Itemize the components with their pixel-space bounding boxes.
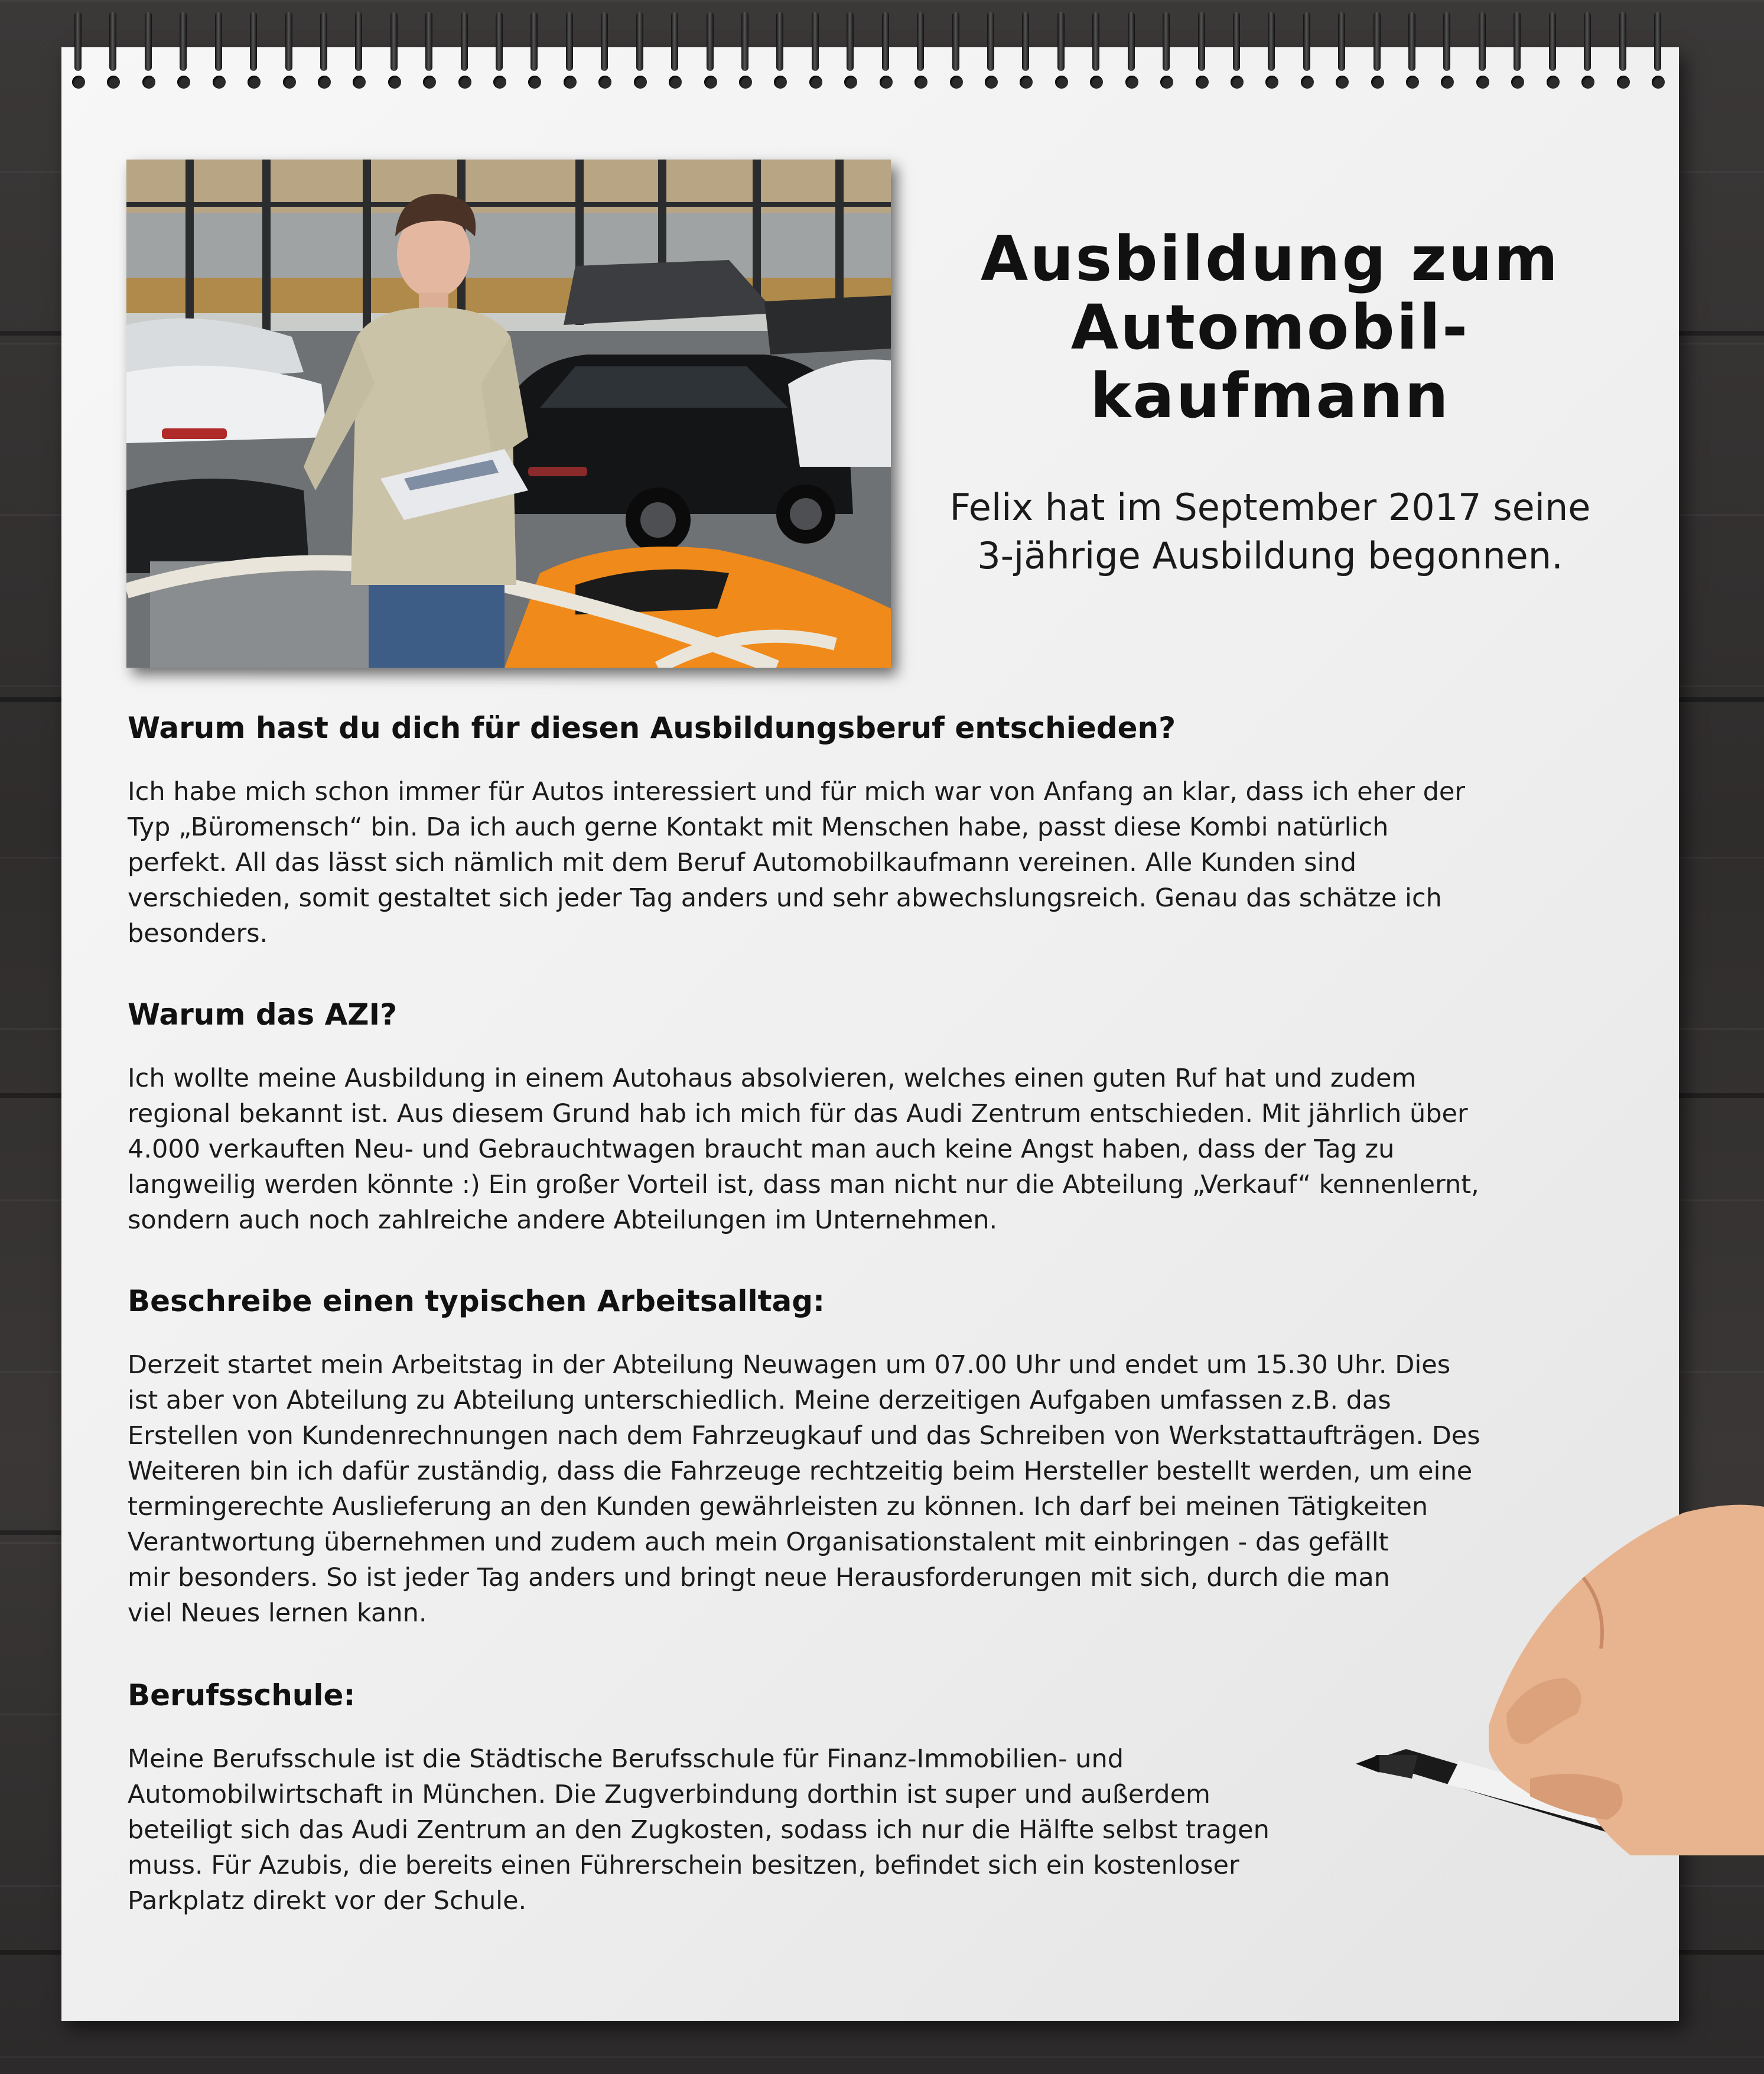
spiral-wire — [1584, 12, 1591, 71]
spiral-wire — [250, 12, 257, 71]
answer-line: verschieden, somit gestaltet sich jeder Tag anders und sehr abwechslungsreich. Genau das schätze ich — [128, 883, 1442, 913]
spiral-ring — [1159, 12, 1174, 89]
punch-hole — [1406, 76, 1419, 89]
answer-line: ist aber von Abteilung zu Abteilung unterschiedlich. Meine derzeitigen Aufgaben umfassen z.B. das — [128, 1386, 1391, 1415]
answer-line: sondern auch noch zahlreiche andere Abteilungen im Unternehmen. — [128, 1205, 998, 1235]
punch-hole — [985, 76, 998, 89]
spiral-binding — [71, 12, 1666, 95]
punch-hole — [1020, 76, 1033, 89]
spiral-wire — [1268, 12, 1275, 71]
spiral-ring — [738, 12, 753, 89]
section-question: Beschreibe einen typischen Arbeitsalltag: — [128, 1284, 825, 1318]
answer-line: muss. Für Azubis, die bereits einen Führerschein besitzen, befindet sich ein kostenloser — [128, 1851, 1239, 1880]
punch-hole — [318, 76, 331, 89]
punch-hole — [213, 76, 226, 89]
spiral-wire — [109, 12, 116, 71]
punch-hole — [283, 76, 296, 89]
spiral-wire — [1374, 12, 1381, 71]
section-workday — [128, 1282, 1480, 1631]
spiral-wire — [461, 12, 468, 71]
spiral-ring — [387, 12, 402, 89]
intro-subtitle — [922, 483, 1619, 580]
spiral-ring — [1580, 12, 1596, 89]
spiral-wire — [1128, 12, 1135, 71]
punch-hole — [914, 76, 927, 89]
subtitle-line: Felix hat im September 2017 seine — [949, 486, 1591, 529]
spiral-ring — [1510, 12, 1525, 89]
answer-line: langweilig werden könnte :) Ein großer Vorteil ist, dass man nicht nur die Abteilung „Verkauf“ kennenlernt, — [128, 1170, 1479, 1199]
spiral-ring — [808, 12, 824, 89]
punch-hole — [1196, 76, 1209, 89]
spiral-wire — [707, 12, 714, 71]
answer-line: beteiligt sich das Audi Zentrum an den Zugkosten, sodass ich nur die Hälfte selbst tragen — [128, 1815, 1270, 1845]
spiral-wire — [847, 12, 854, 71]
answer-line: mir besonders. So ist jeder Tag anders und bringt neue Herausforderungen mit sich, durch die man — [128, 1563, 1390, 1592]
spiral-wire — [1549, 12, 1556, 71]
punch-hole — [72, 76, 85, 89]
spiral-wire — [1303, 12, 1310, 71]
section-answer — [128, 1347, 1480, 1631]
punch-hole — [1547, 76, 1560, 89]
answer-line: Verantwortung übernehmen und zudem auch mein Organisationstalent mit einbringen - das gefällt — [128, 1527, 1389, 1557]
spiral-ring — [597, 12, 613, 89]
spiral-wire — [1163, 12, 1170, 71]
spiral-wire — [1408, 12, 1415, 71]
section-answer — [128, 1741, 1270, 1919]
punch-hole — [880, 76, 893, 89]
spiral-ring — [949, 12, 964, 89]
answer-line: Erstellen von Kundenrechnungen nach dem Fahrzeugkauf und das Schreiben von Werkstattaufträgen. Des — [128, 1421, 1480, 1451]
punch-hole — [423, 76, 436, 89]
spiral-ring — [1054, 12, 1069, 89]
spiral-ring — [352, 12, 367, 89]
punch-hole — [1652, 76, 1665, 89]
spiral-wire — [496, 12, 503, 71]
spiral-ring — [211, 12, 227, 89]
spiral-wire — [741, 12, 748, 71]
spiral-ring — [1370, 12, 1385, 89]
spiral-ring — [176, 12, 191, 89]
spiral-wire — [1443, 12, 1450, 71]
answer-line: perfekt. All das lässt sich nämlich mit dem Beruf Automobilkaufmann vereinen. Alle Kunden sind — [128, 848, 1357, 877]
punch-hole — [1090, 76, 1103, 89]
punch-hole — [1476, 76, 1489, 89]
spiral-ring — [71, 12, 86, 89]
spiral-ring — [492, 12, 507, 89]
spiral-ring — [1616, 12, 1631, 89]
punch-hole — [950, 76, 963, 89]
punch-hole — [704, 76, 717, 89]
spiral-ring — [1300, 12, 1315, 89]
punch-hole — [774, 76, 787, 89]
punch-hole — [1371, 76, 1384, 89]
spiral-ring — [984, 12, 999, 89]
answer-line: termingerechte Auslieferung an den Kunden gewährleisten zu können. Ich darf bei meinen Tätigkeiten — [128, 1492, 1428, 1522]
punch-hole — [844, 76, 857, 89]
section-why-azi — [128, 996, 1479, 1238]
spiral-ring — [422, 12, 437, 89]
spiral-ring — [1475, 12, 1490, 89]
spiral-wire — [1022, 12, 1029, 71]
spiral-ring — [1124, 12, 1140, 89]
spiral-ring — [668, 12, 683, 89]
spiral-wire — [180, 12, 187, 71]
answer-line: Ich wollte meine Ausbildung in einem Autohaus absolvieren, welches einen guten Ruf hat und zudem — [128, 1064, 1417, 1093]
spiral-ring — [1264, 12, 1280, 89]
section-question: Warum das AZI? — [128, 997, 398, 1032]
spiral-wire — [1654, 12, 1661, 71]
spiral-wire — [1233, 12, 1240, 71]
punch-hole — [1581, 76, 1594, 89]
punch-hole — [1441, 76, 1454, 89]
title-line: Ausbildung zum — [980, 223, 1560, 295]
spiral-wire — [320, 12, 327, 71]
title-line: kaufmann — [1090, 360, 1450, 432]
answer-line: Parkplatz direkt vor der Schule. — [128, 1886, 527, 1916]
spiral-wire — [776, 12, 783, 71]
spiral-ring — [843, 12, 858, 89]
spiral-ring — [1089, 12, 1104, 89]
spiral-ring — [527, 12, 542, 89]
title-line: Automobil- — [1070, 291, 1470, 363]
answer-line: Weiteren bin ich dafür zuständig, dass die Fahrzeuge rechtzeitig beim Hersteller bestellt werden, um eine — [128, 1457, 1473, 1486]
spiral-wire — [1198, 12, 1205, 71]
spiral-wire — [601, 12, 608, 71]
punch-hole — [177, 76, 190, 89]
spiral-ring — [562, 12, 578, 89]
spiral-ring — [282, 12, 297, 89]
hand-with-marker-illustration — [1353, 1501, 1764, 1855]
punch-hole — [1336, 76, 1349, 89]
answer-line: Derzeit startet mein Arbeitstag in der Abteilung Neuwagen um 07.00 Uhr und endet um 15.30 Uhr. Dies — [128, 1350, 1451, 1380]
spiral-ring — [633, 12, 648, 89]
spiral-ring — [1405, 12, 1420, 89]
spiral-ring — [1335, 12, 1350, 89]
spiral-wire — [1514, 12, 1521, 71]
spiral-wire — [812, 12, 819, 71]
spiral-wire — [390, 12, 398, 71]
punch-hole — [1125, 76, 1138, 89]
section-vocational-school — [128, 1676, 1270, 1919]
spiral-ring — [773, 12, 788, 89]
answer-line: 4.000 verkauften Neu- und Gebrauchtwagen braucht man auch keine Angst haben, dass der Tag zu — [128, 1134, 1395, 1164]
spiral-ring — [1651, 12, 1666, 89]
punch-hole — [1160, 76, 1173, 89]
spiral-ring — [913, 12, 929, 89]
answer-line: Meine Berufsschule ist die Städtische Berufsschule für Finanz-Immobilien- und — [128, 1744, 1124, 1774]
showroom-photo — [126, 160, 891, 668]
punch-hole — [388, 76, 401, 89]
punch-hole — [1301, 76, 1314, 89]
spiral-wire — [566, 12, 573, 71]
punch-hole — [1055, 76, 1068, 89]
spiral-wire — [355, 12, 362, 71]
punch-hole — [493, 76, 506, 89]
punch-hole — [1617, 76, 1630, 89]
punch-hole — [564, 76, 577, 89]
section-question: Berufsschule: — [128, 1678, 356, 1712]
answer-line: regional bekannt ist. Aus diesem Grund hab ich mich für das Audi Zentrum entschieden. Mit jährlich über — [128, 1099, 1468, 1129]
spiral-ring — [1195, 12, 1210, 89]
punch-hole — [458, 76, 471, 89]
punch-hole — [248, 76, 261, 89]
spiral-ring — [703, 12, 718, 89]
spiral-ring — [878, 12, 894, 89]
section-why-profession — [128, 709, 1465, 951]
marker-icon — [1353, 1501, 1764, 1855]
spiral-wire — [425, 12, 432, 71]
section-answer — [128, 774, 1465, 951]
answer-line: Automobilwirtschaft in München. Die Zugverbindung dorthin ist super und außerdem — [128, 1780, 1210, 1809]
punch-hole — [809, 76, 822, 89]
punch-hole — [353, 76, 366, 89]
spiral-ring — [1545, 12, 1561, 89]
spiral-wire — [145, 12, 152, 71]
answer-line: Typ „Büromensch“ bin. Da ich auch gerne Kontakt mit Menschen habe, passt diese Kombi natürlich — [128, 812, 1389, 842]
punch-hole — [142, 76, 155, 89]
section-question: Warum hast du dich für diesen Ausbildungsberuf entschieden? — [128, 711, 1176, 745]
spiral-ring — [1018, 12, 1034, 89]
spiral-wire — [1092, 12, 1099, 71]
spiral-wire — [636, 12, 643, 71]
spiral-wire — [1057, 12, 1065, 71]
spiral-ring — [141, 12, 157, 89]
punch-hole — [1511, 76, 1524, 89]
punch-hole — [669, 76, 682, 89]
spiral-wire — [882, 12, 889, 71]
answer-line: Ich habe mich schon immer für Autos interessiert und für mich war von Anfang an klar, dass ich eher der — [128, 777, 1466, 807]
showroom-illustration — [126, 160, 891, 668]
spiral-wire — [285, 12, 292, 71]
punch-hole — [1265, 76, 1278, 89]
spiral-wire — [1479, 12, 1486, 71]
spiral-wire — [215, 12, 222, 71]
spiral-ring — [246, 12, 262, 89]
punch-hole — [1231, 76, 1244, 89]
punch-hole — [739, 76, 752, 89]
punch-hole — [528, 76, 541, 89]
spiral-ring — [1229, 12, 1245, 89]
spiral-ring — [106, 12, 121, 89]
spiral-wire — [917, 12, 924, 71]
punch-hole — [634, 76, 647, 89]
spiral-wire — [1619, 12, 1626, 71]
answer-line: viel Neues lernen kann. — [128, 1598, 427, 1628]
spiral-ring — [317, 12, 332, 89]
page-title — [922, 225, 1619, 430]
spiral-wire — [987, 12, 994, 71]
section-answer — [128, 1061, 1479, 1238]
spiral-wire — [74, 12, 82, 71]
answer-line: besonders. — [128, 919, 268, 948]
spiral-wire — [530, 12, 538, 71]
spiral-ring — [457, 12, 473, 89]
spiral-wire — [671, 12, 678, 71]
spiral-ring — [1440, 12, 1455, 89]
punch-hole — [107, 76, 120, 89]
spiral-wire — [1338, 12, 1345, 71]
subtitle-line: 3-jährige Ausbildung begonnen. — [977, 534, 1563, 577]
spiral-wire — [952, 12, 959, 71]
punch-hole — [598, 76, 611, 89]
